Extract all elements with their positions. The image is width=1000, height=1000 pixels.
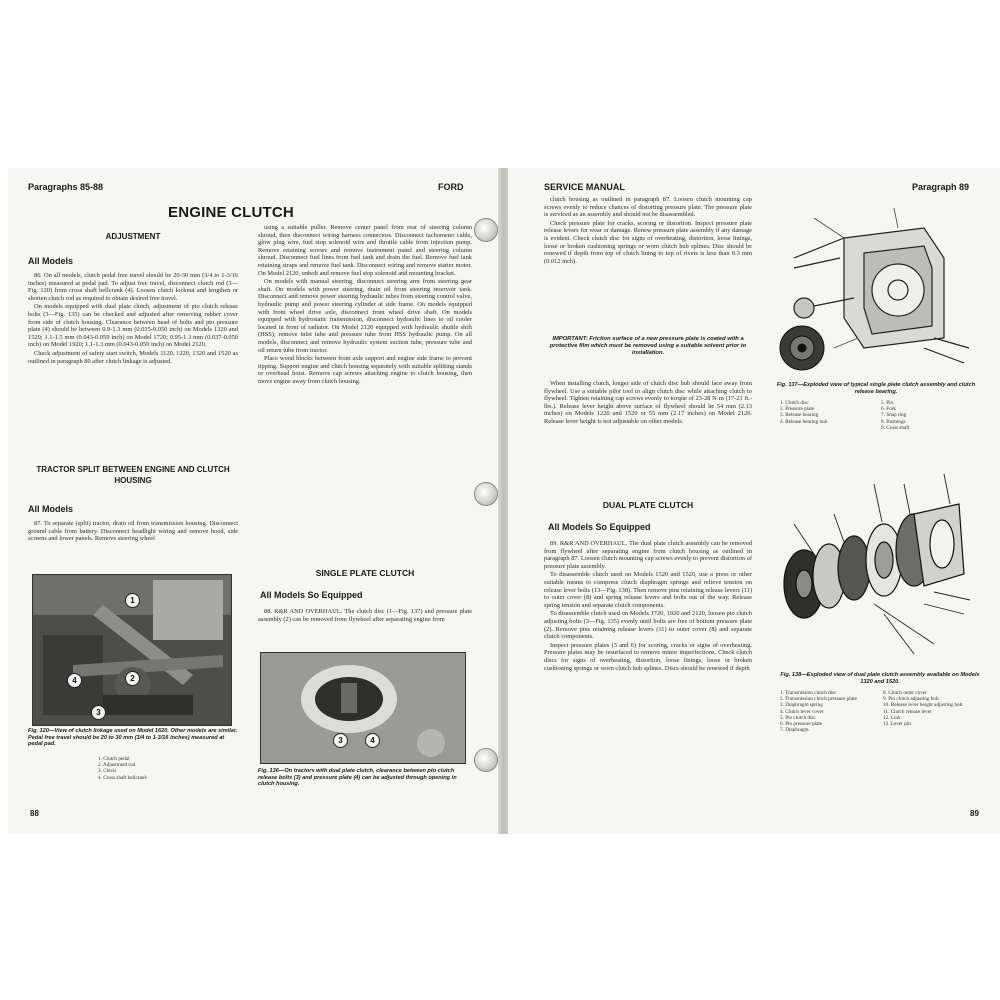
left-header: Paragraphs 85-88: [28, 182, 104, 192]
left-column-2-text: [258, 224, 472, 554]
left-header-brand: FORD: [438, 182, 464, 192]
paragraph-89: 89. R&R AND OVERHAUL. The dual plate clutch assembly can be removed from flywheel after separating engine from clutch housing as outlined in paragraph 87. Loosen clutch mounting cap screws evenly to prevent distortion of pressure plate assembly.: [544, 540, 752, 570]
legend-item: 3. Clevis: [98, 768, 117, 775]
legend-item: 6. Pto pressure plate: [780, 721, 823, 728]
legend-item: 7. Snap ring: [881, 412, 907, 419]
paragraph-88-cont: clutch housing as outlined in paragraph 87. Loosen clutch mounting cap screws evenly to reduce chances of distorting pressure plate. The pressure plate is serviced as an assembly and should not be disassembled.: [544, 196, 752, 219]
paragraph-87-cont: using a suitable puller. Remove center panel from rear of steering column shroud, then disconnect wiring harness connectors. Disconnect tachometer cable, glow plug wire, fuel stop solenoid wire and throttle cable from injection pump. Remove retaining screws and remove instrument panel and steering column shroud. Disconnect fuel lines from fuel tank and drain the fuel. Remove fuel tank retaining straps and remove fuel tank. Disconnect wiring and remove starter motor. On Model 2120, unbolt and remove fuel stop solenoid and mounting bracket.: [258, 224, 472, 277]
binder-hole: [474, 482, 498, 506]
legend-item: 9. Cross shaft: [881, 424, 910, 431]
legend-item: 4. Release bearing hub: [780, 418, 828, 425]
legend-item: 1. Transmission clutch disc: [780, 690, 837, 696]
paragraph-89d: Inspect pressure plates (3 and 6) for scoring, cracks or signs of overheating. Pressure plates may be resurfaced to remove minor imperfections. Check clutch discs for signs of overheating, distortion, loose linings, loose or broken cushioning springs or worn clutch hub splines. Discs should be renewed if depth: [544, 641, 752, 672]
fig-136-caption: Fig. 136—On tractors with dual plate clutch, clearance between pto clutch release bolts (3) and pressure plate (4) can be adjusted through opening in clutch housing.: [258, 768, 457, 788]
right-column-1-text-a: [544, 196, 752, 330]
paragraph-86: 86. On all models, clutch pedal free travel should be 20-30 mm (3/4 to 1-3/16 inches) measured at pedal pad. To adjust free travel, disconnect clutch rod (3—Fig. 120) from cross shaft bellcrank (4). Loosen clutch locknut and lengthen or shorten clutch rod as required to obtain desired free travel.: [28, 272, 238, 302]
paragraph-87-cont-b: On models with manual steering, disconnect steering arm from steering gear shaft. On models with power steering, drain oil from steering reservoir tank. Disconnect and remove power steering hydraulic tubes from steering control valve, hydraulic pump and power steering cylinder at side frame. On models equipped with front wheel drive axle, disconnect front wheel drive shaft. On models equipped with hydrostatic transmission, disconnect hydraulic lines to oil cooler located in front of radiator. On Model 2120 equipped with hydraulic shuttle shift (HSS), remove inlet tube and pressure tube from HSS hydraulic pump. On all models, disconnect and remove hydraulic system suction tube, pressure tube and oil return tube from tractor.: [258, 278, 472, 354]
section-heading-adjustment: ADJUSTMENT: [105, 232, 161, 241]
left-page: [8, 168, 500, 834]
open-manual: [8, 168, 1000, 834]
section-heading-dual: DUAL PLATE CLUTCH: [602, 500, 694, 510]
legend-item: 3. Diaphragm spring: [780, 702, 823, 709]
fig-120-photo: [32, 574, 232, 726]
fig-136-marker-4: 4: [365, 733, 380, 748]
paragraph-89c: To disassemble clutch used on Models 1720, 1920 and 2120, loosen pto clutch adjusting bolts (3—Fig. 135) evenly until bolts are free of bottom pressure plate (2). Remove pins retaining release levers (11) to outer cover (8) and separate clutch components.: [544, 610, 752, 641]
split-text: [28, 520, 238, 566]
single-plate-text: [258, 608, 472, 644]
right-header-paragraph: Paragraph 89: [912, 182, 970, 192]
legend-item: 7. Diaphragm: [780, 727, 809, 734]
right-header: SERVICE MANUAL: [544, 182, 625, 192]
subheading-single-models: All Models So Equipped: [260, 590, 363, 600]
legend-item: 5. Pto clutch disc: [780, 714, 816, 721]
right-page-number: 89: [970, 809, 979, 818]
fig-120-marker-4: 4: [67, 673, 82, 688]
fig-138-diagram: [774, 464, 974, 664]
right-column-1-text-c: [544, 380, 752, 476]
legend-item: 8. Bushings: [881, 418, 906, 425]
paragraph-88-install: When installing clutch, longer side of clutch disc hub should face away from flywheel. Use a suitable pilot tool to align clutch disc while attaching clutch to flywheel. Tighten retaining cap screws evenly to torque of 23-28 N·m (17-21 ft.-lbs.). Release lever height above surface of flywheel should be 54 mm (2.13 inches) on Models 1220 and 1520 or 55 mm (2.17 inches) on Model 2120. Release lever height is not adjustable on other models.: [544, 380, 752, 425]
paragraph-88: 88. R&R AND OVERHAUL. The clutch disc (1—Fig. 137) and pressure plate assembly (2) can be removed from flywheel after separating engine from: [258, 608, 472, 623]
important-note: IMPORTANT: Friction surface of a new pressure plate is coated with a protective film which must be removed using a suitable solvent prior to installation.: [549, 336, 747, 356]
subheading-dual-models: All Models So Equipped: [548, 522, 651, 532]
paragraph-87: 87. To separate (split) tractor, drain oil from transmission housing. Disconnect ground cable from battery. Disconnect headlight wiring and remove hood, side screens and lower panels. Remove steering wheel: [28, 520, 238, 543]
legend-item: 2. Pressure plate: [780, 406, 815, 413]
fig-138-legend: [780, 690, 980, 733]
legend-item: 5. Pin: [881, 400, 894, 406]
fig-120-marker-1: 1: [125, 593, 140, 608]
legend-item: 12. Link: [883, 714, 901, 721]
legend-item: 2. Adjustment rod: [98, 762, 136, 769]
page-title: ENGINE CLUTCH: [168, 204, 294, 221]
fig-120-marker-2: 2: [125, 671, 140, 686]
paragraph-89b: To disassemble clutch used on Models 1320 and 1520, use a press or other suitable means to compress clutch diaphragm springs and relieve tension on release lever bolts (13—Fig. 138). Then remove pins retaining release levers (11) to outer cover (8) and spring release levers and bolts out of the way. Release spring tension and separate clutch components.: [544, 571, 752, 609]
section-heading-split: TRACTOR SPLIT BETWEEN ENGINE AND CLUTCH HOUSING: [36, 465, 230, 485]
subheading-all-models-split: All Models: [28, 504, 74, 514]
legend-item: 10. Release lever height adjusting bolt: [883, 702, 963, 709]
dual-plate-text: [544, 540, 752, 822]
legend-item: 4. Clutch lever cover: [780, 708, 824, 715]
paragraph-87-cont-c: Place wood blocks between front axle support and engine side frame to prevent tipping. Support engine and clutch housing separately with suitable splitting stands or overhead hoist. Remove cap screws attaching engine to clutch housing, then move engine away from clutch housing.: [258, 355, 472, 385]
legend-item: 6. Fork: [881, 406, 896, 413]
fig-120-marker-3: 3: [91, 705, 106, 720]
subheading-all-models: All Models: [28, 256, 74, 266]
binder-hole: [474, 748, 498, 772]
legend-item: 8. Clutch outer cover: [883, 690, 927, 696]
fig-136-photo: [260, 652, 466, 764]
legend-item: 13. Lever pin: [883, 721, 911, 728]
legend-item: 4. Cross shaft bellcrank: [98, 774, 147, 781]
right-page: [508, 168, 1000, 834]
fig-137-caption: Fig. 137—Exploded view of typical single plate clutch assembly and clutch release bearing.: [776, 382, 976, 395]
binder-hole: [474, 218, 498, 242]
left-page-number: 88: [30, 809, 39, 818]
paragraph-86c: Check adjustment of safety start switch, Models 1120, 1220, 1320 and 1520 as outlined in paragraph 80 after clutch linkage is adjusted.: [28, 349, 238, 365]
legend-item: 3. Release bearing: [780, 412, 819, 419]
fig-136-marker-3: 3: [333, 733, 348, 748]
fig-138-caption: Fig. 138—Exploded view of dual plate clutch assembly available on Models 1320 and 1520.: [780, 672, 980, 685]
paragraph-86b: On models equipped with dual plate clutch, adjustment of pto clutch release bolts (3—Fig. 135) can be checked and adjusted after removing rubber cover from side of clutch housing. Clearance between head of bolts and pto pressure plate (4) should be between 0.9-1.3 mm (0.035-0.050 inch) on Models 1320 and 1520; 1.1-1.5 mm (0.043-0.059 inch) on Model 1720; 0.95-1.3 mm (0.037-0.050 inch) on Model 1920; 1.1-1.3 mm (0.043-0.050 inch) on Model 2120.: [28, 303, 238, 349]
fig-137-diagram: [774, 198, 974, 378]
legend-item: 9. Pto clutch adjusting bolt: [883, 696, 939, 703]
fig-120-caption: Fig. 120—View of clutch linkage used on Model 1620. Other models are similar. Pedal free travel should be 20 to 30 mm (3/4 to 1-3/16 inches) measured at pedal pad.: [28, 728, 238, 748]
legend-item: 11. Clutch release lever: [883, 708, 932, 715]
fig-120-legend: [98, 756, 147, 781]
legend-item: 1. Clutch pedal: [98, 756, 130, 762]
legend-item: 1. Clutch disc: [780, 400, 809, 406]
legend-item: 2. Transmission clutch pressure plate: [780, 696, 857, 703]
paragraph-88-inspect: Check pressure plate for cracks, scoring or distortion. Inspect pressure plate release levers for wear or damage. Renew pressure plate assembly if any damage is evident. Check clutch disc for signs of overheating, distortion, loose linings, loose or broken cushioning springs or worn clutch hub splines. Disc should be renewed if depth from top of clutch lining to top of rivets is less than 0.3 mm (0.012 inch).: [544, 219, 752, 265]
adjustment-text: [28, 272, 238, 460]
fig-137-legend: [780, 400, 976, 431]
section-heading-single: SINGLE PLATE CLUTCH: [315, 568, 415, 578]
clutch-housing-opening-illustration: [261, 653, 465, 763]
